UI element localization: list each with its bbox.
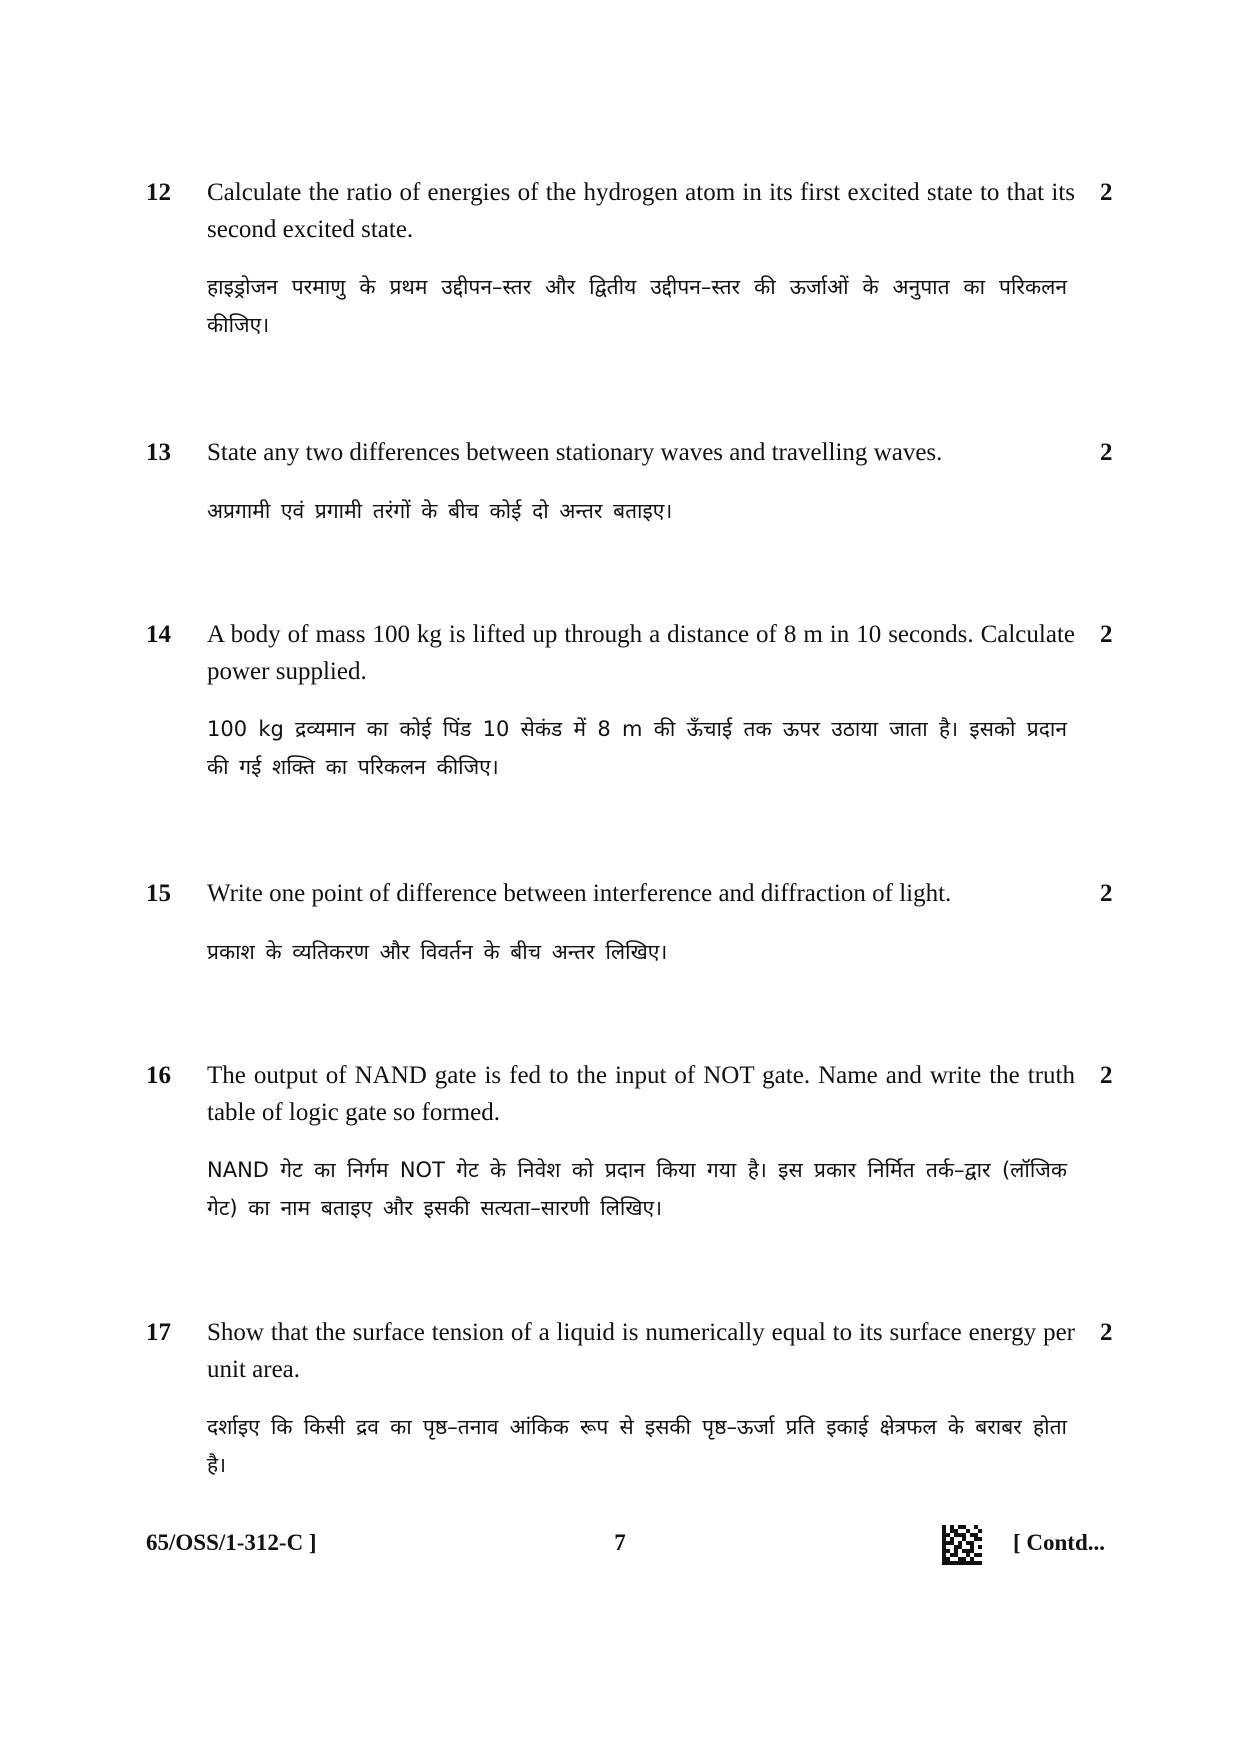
question-text-english: The output of NAND gate is fed to the input of NOT gate. Name and write the truth table of logic gate so formed. bbox=[207, 1062, 1075, 1126]
paper-code: 65/OSS/1-312-C ] bbox=[146, 1530, 317, 1555]
question-marks: 2 bbox=[1100, 439, 1113, 466]
continued-label: [ Contd... bbox=[1013, 1530, 1106, 1555]
question-text-hindi: दर्शाइए कि किसी द्रव का पृष्ठ–तनाव आंकिक रूप से इसकी पृष्ठ–ऊर्जा प्रति इकाई क्षेत्रफल के बराबर होता है। bbox=[207, 1415, 1067, 1477]
question-number: 17 bbox=[146, 1319, 171, 1346]
question-marks: 2 bbox=[1100, 179, 1113, 206]
qr-code-icon bbox=[942, 1525, 982, 1565]
question-text-english: Show that the surface tension of a liquid is numerically equal to its surface energy per unit area. bbox=[207, 1319, 1075, 1383]
question-text-hindi: NAND गेट का निर्गम NOT गेट के निवेश को प्रदान किया गया है। इस प्रकार निर्मित तर्क–द्वार (लॉजिक गेट) का नाम बताइए और इसकी सत्यता–सारणी लिखिए। bbox=[207, 1158, 1067, 1220]
question-number: 12 bbox=[146, 179, 171, 206]
page-number: 7 bbox=[614, 1530, 626, 1555]
question-text-english: Calculate the ratio of energies of the hydrogen atom in its first excited state to that its second excited state. bbox=[207, 179, 1075, 243]
question-marks: 2 bbox=[1100, 1319, 1113, 1346]
question-marks: 2 bbox=[1100, 621, 1113, 648]
question-text-hindi: प्रकाश के व्यतिकरण और विवर्तन के बीच अन्तर लिखिए। bbox=[207, 940, 668, 964]
question-number: 15 bbox=[146, 880, 171, 907]
question-text-hindi: 100 kg द्रव्यमान का कोई पिंड 10 सेकंड में 8 m की ऊँचाई तक ऊपर उठाया जाता है। इसको प्रदान की गई शक्ति का परिकलन कीजिए। bbox=[207, 717, 1067, 779]
question-number: 13 bbox=[146, 439, 171, 466]
question-number: 16 bbox=[146, 1062, 171, 1089]
question-marks: 2 bbox=[1100, 880, 1113, 907]
question-text-english: State any two differences between stationary waves and travelling waves. bbox=[207, 439, 943, 466]
question-marks: 2 bbox=[1100, 1062, 1113, 1089]
question-text-english: A body of mass 100 kg is lifted up through a distance of 8 m in 10 seconds. Calculate power supplied. bbox=[207, 621, 1075, 685]
question-number: 14 bbox=[146, 621, 171, 648]
question-text-english: Write one point of difference between interference and diffraction of light. bbox=[207, 880, 952, 907]
question-text-hindi: हाइड्रोजन परमाणु के प्रथम उद्दीपन–स्तर और द्वितीय उद्दीपन–स्तर की ऊर्जाओं के अनुपात का परिकलन कीजिए। bbox=[207, 275, 1067, 337]
question-text-hindi: अप्रगामी एवं प्रगामी तरंगों के बीच कोई दो अन्तर बताइए। bbox=[207, 499, 673, 523]
page-footer bbox=[0, 1523, 1240, 1563]
